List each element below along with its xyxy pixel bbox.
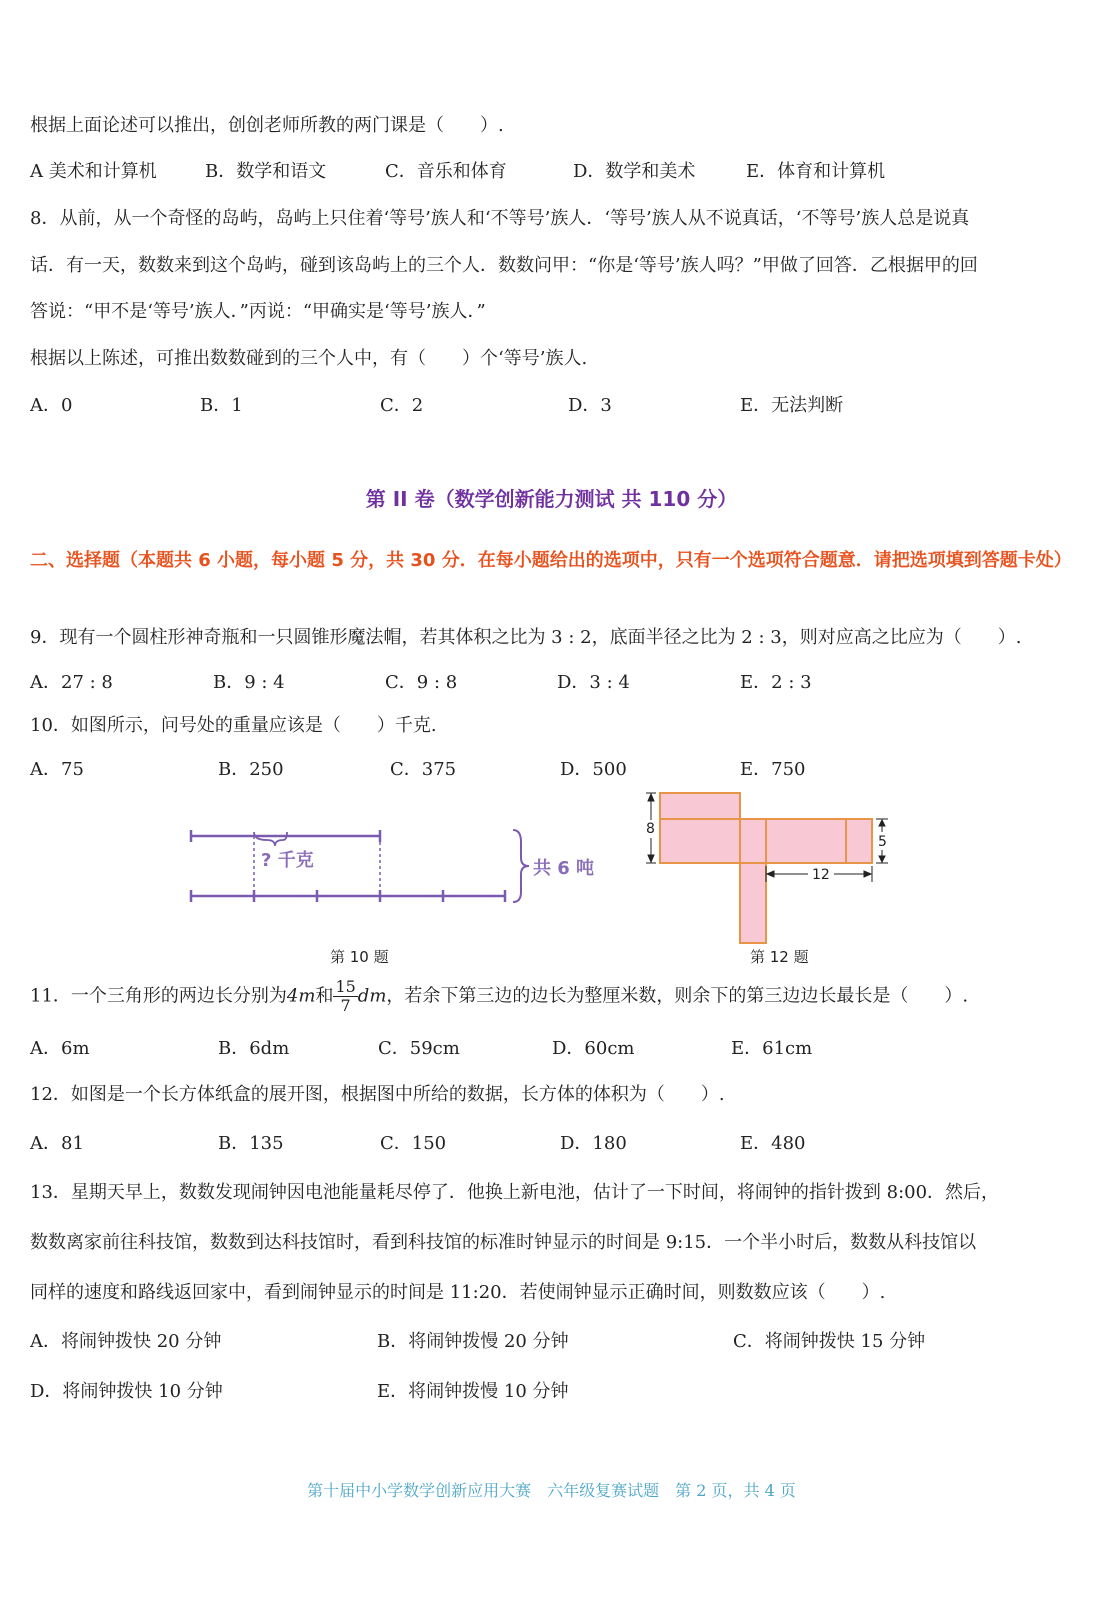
q8-line-1: 8．从前，从一个奇怪的岛屿，岛屿上只住着‘等号’族人和‘不等号’族人．‘等号’族人从不说真话，‘不等号’族人总是说真 — [30, 208, 970, 229]
q11-option-d: D．60cm — [552, 1038, 635, 1059]
q12-net-bottom-flap — [740, 863, 766, 943]
q10-total-label: 共 6 吨 — [533, 858, 595, 879]
q11-fraction — [333, 978, 357, 1015]
q11-suffix: ，若余下第三边的边长为整厘米数，则余下的第三边边长最长是（ ）. — [386, 985, 969, 1007]
q7-option-b: B．数学和语文 — [205, 161, 327, 182]
q8-option-a: A．0 — [30, 395, 73, 416]
q13-option-d: D．将闹钟拨快 10 分钟 — [30, 1381, 223, 1402]
q7-option-d: D．数学和美术 — [573, 161, 696, 182]
q13-line-1: 13．星期天早上，数数发现闹钟因电池能量耗尽停了．他换上新电池，估计了一下时间，将闹钟的指针拨到 8:00．然后， — [30, 1182, 1000, 1203]
q7-stem: 根据上面论述可以推出，创创老师所教的两门课是（ ）. — [30, 115, 504, 136]
q12-option-a: A．81 — [30, 1133, 84, 1154]
q10-caption: 第 10 题 — [330, 948, 389, 966]
q12-dim8-arrow-up — [648, 794, 654, 801]
q13-option-e: E．将闹钟拨慢 10 分钟 — [377, 1381, 569, 1402]
q12-option-c: C．150 — [380, 1133, 447, 1154]
q11-frac-num: 15 — [335, 977, 356, 996]
q7-option-c: C．音乐和体育 — [385, 161, 507, 182]
q12-figure — [638, 786, 898, 946]
q9-stem: 9．现有一个圆柱形神奇瓶和一只圆锥形魔法帽，若其体积之比为 3 : 2，底面半径之比为 2 : 3，则对应高之比应为（ ）. — [30, 627, 1022, 648]
q12-dim-5: 5 — [878, 834, 887, 850]
q10-big-brace — [513, 830, 529, 902]
q13-line-2: 数数离家前往科技馆，数数到达科技馆时，看到科技馆的标准时钟显示的时间是 9:15．一个半小时后，数数从科技馆以 — [30, 1232, 977, 1253]
q7-option-a: A 美术和计算机 — [30, 161, 157, 182]
page-footer: 第十届中小学数学创新应用大赛 六年级复赛试题 第 2 页，共 4 页 — [307, 1481, 796, 1500]
q9-option-b: B．9 : 4 — [213, 672, 285, 693]
q11-len1: 4m — [286, 985, 316, 1007]
q8-option-d: D．3 — [568, 395, 612, 416]
q12-net-left-face — [660, 819, 740, 863]
q12-dim8-arrow-down — [648, 855, 654, 862]
q11-option-e: E．61cm — [731, 1038, 813, 1059]
q8-line-3: 答说：“甲不是‘等号’族人．”丙说：“甲确实是‘等号’族人．” — [30, 301, 486, 322]
q11-unit: dm — [357, 985, 387, 1007]
q11-frac-den: 7 — [340, 996, 351, 1015]
q12-net-side-face-1 — [740, 819, 766, 863]
q10-unknown-label: ? 千克 — [261, 850, 314, 871]
q12-net-side-face-2 — [846, 819, 872, 863]
q12-option-b: B．135 — [218, 1133, 284, 1154]
q12-caption: 第 12 题 — [750, 948, 809, 966]
q8-option-b: B．1 — [200, 395, 243, 416]
q10-stem: 10．如图所示，问号处的重量应该是（ ）千克. — [30, 715, 437, 736]
q8-line-2: 话．有一天，数数来到这个岛屿，碰到该岛屿上的三个人．数数问甲：“你是‘等号’族人吗？”甲做了回答．乙根据甲的回 — [30, 255, 978, 276]
q13-option-a: A．将闹钟拨快 20 分钟 — [30, 1331, 222, 1352]
q12-dim5-arrow-up — [879, 820, 885, 826]
q9-option-d: D．3 : 4 — [557, 672, 630, 693]
q8-option-c: C．2 — [380, 395, 424, 416]
q11-prefix: 11．一个三角形的两边长分别为 — [30, 985, 287, 1007]
q13-option-c: C．将闹钟拨快 15 分钟 — [733, 1331, 926, 1352]
q9-option-c: C．9 : 8 — [385, 672, 458, 693]
section-title: 第 II 卷（数学创新能力测试 共 110 分） — [365, 487, 738, 511]
q10-option-e: E．750 — [740, 759, 806, 780]
q8-option-e: E．无法判断 — [740, 395, 844, 416]
q12-net-top-face — [660, 793, 740, 819]
q10-figure — [185, 820, 605, 920]
q12-option-e: E．480 — [740, 1133, 806, 1154]
q12-dim-12: 12 — [812, 867, 830, 883]
q12-dim12-arrow-right — [864, 871, 871, 877]
section-heading: 二、选择题（本题共 6 小题，每小题 5 分，共 30 分．在每小题给出的选项中，只有一个选项符合题意．请把选项填到答题卡处） — [30, 550, 1072, 571]
q12-option-d: D．180 — [560, 1133, 627, 1154]
q13-line-3: 同样的速度和路线返回家中，看到闹钟显示的时间是 11:20．若使闹钟显示正确时间，则数数应该（ ）. — [30, 1282, 886, 1303]
q11-option-b: B．6dm — [218, 1038, 290, 1059]
q11-mid: 和 — [315, 985, 334, 1007]
q10-option-a: A．75 — [30, 759, 84, 780]
q12-dim-8: 8 — [646, 821, 655, 837]
q8-line-4: 根据以上陈述，可推出数数碰到的三个人中，有（ ）个‘等号’族人. — [30, 348, 588, 369]
q10-option-d: D．500 — [560, 759, 627, 780]
q11-option-a: A．6m — [30, 1038, 90, 1059]
q12-stem: 12．如图是一个长方体纸盒的展开图，根据图中所给的数据，长方体的体积为（ ）. — [30, 1084, 725, 1105]
q12-net-right-face — [766, 819, 846, 863]
q10-option-c: C．375 — [390, 759, 457, 780]
q7-option-e: E．体育和计算机 — [746, 161, 886, 182]
q10-small-brace — [254, 832, 287, 846]
q11-option-c: C．59cm — [378, 1038, 460, 1059]
q12-dim12-arrow-left — [767, 871, 774, 877]
q9-option-a: A．27 : 8 — [30, 672, 113, 693]
q12-dim5-arrow-down — [879, 856, 885, 862]
q11-stem — [30, 978, 968, 1015]
q9-option-e: E．2 : 3 — [740, 672, 812, 693]
q13-option-b: B．将闹钟拨慢 20 分钟 — [377, 1331, 569, 1352]
q10-option-b: B．250 — [218, 759, 284, 780]
